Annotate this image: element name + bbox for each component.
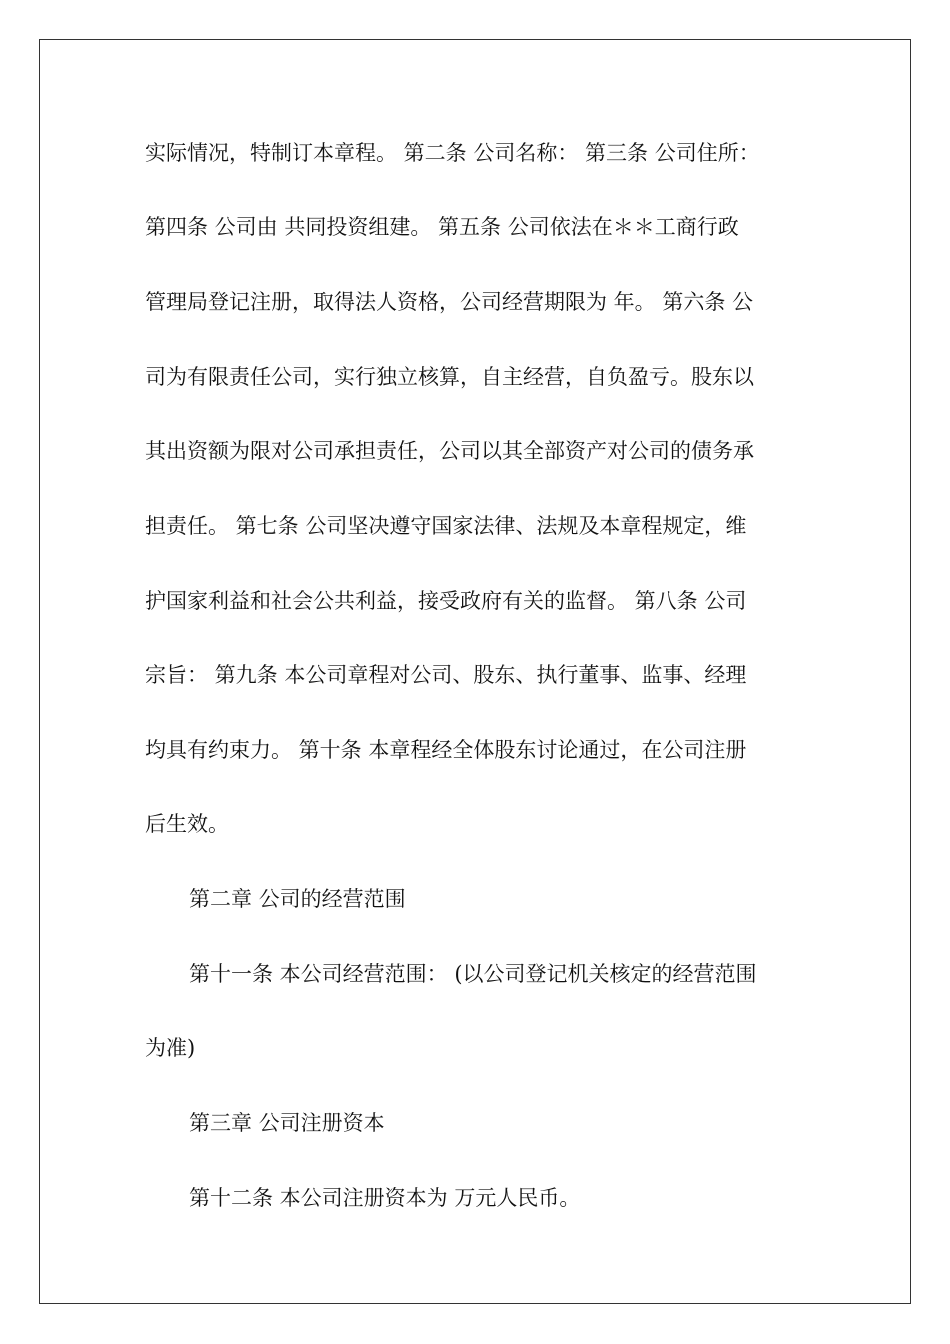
paragraph-line: 司为有限责任公司，实行独立核算，自主经营，自负盈亏。股东以 xyxy=(145,365,754,389)
article-line: 第十二条 本公司注册资本为 万元人民币。 xyxy=(189,1186,581,1210)
paragraph-line: 其出资额为限对公司承担责任，公司以其全部资产对公司的债务承 xyxy=(145,439,754,463)
article-line: 第十一条 本公司经营范围： (以公司登记机关核定的经营范围 xyxy=(189,962,757,986)
paragraph-line: 担责任。 第七条 公司坚决遵守国家法律、法规及本章程规定，维 xyxy=(145,514,747,538)
paragraph-line: 为准) xyxy=(145,1036,196,1060)
paragraph-line: 护国家利益和社会公共利益，接受政府有关的监督。 第八条 公司 xyxy=(145,589,747,613)
paragraph-line: 均具有约束力。 第十条 本章程经全体股东讨论通过，在公司注册 xyxy=(145,738,747,762)
chapter-heading: 第二章 公司的经营范围 xyxy=(189,887,406,911)
paragraph-line: 管理局登记注册，取得法人资格，公司经营期限为 年。 第六条 公 xyxy=(145,290,754,314)
paragraph-line: 第四条 公司由 共同投资组建。 第五条 公司依法在＊＊工商行政 xyxy=(145,215,739,239)
paragraph-line: 实际情况，特制订本章程。 第二条 公司名称： 第三条 公司住所： xyxy=(145,141,760,165)
paragraph-line: 后生效。 xyxy=(145,812,229,836)
paragraph-line: 宗旨： 第九条 本公司章程对公司、股东、执行董事、监事、经理 xyxy=(145,663,747,687)
chapter-heading: 第三章 公司注册资本 xyxy=(189,1111,385,1135)
